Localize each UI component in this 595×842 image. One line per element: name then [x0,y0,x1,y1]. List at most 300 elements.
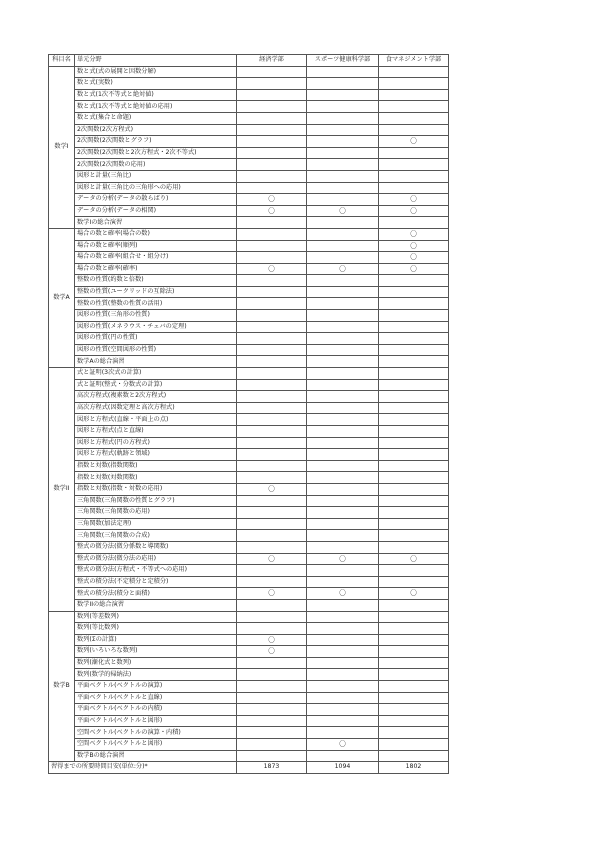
unit-name: 整式の積分法(不定積分と定積分) [75,576,237,588]
unit-name: 場合の数と確率(場合の数) [75,228,237,240]
table-row [49,495,449,507]
empty-cell-food-management [379,611,449,623]
required-mark-sports-health: 〇 [307,739,379,751]
unit-name: 図形と方程式(軌跡と領域) [75,449,237,461]
empty-cell-sports-health [307,194,379,206]
empty-cell-economics [237,449,307,461]
empty-cell-economics [237,298,307,310]
empty-cell-sports-health [307,310,379,322]
empty-cell-sports-health [307,472,379,484]
unit-name: 平面ベクトル(ベクトルの演算) [75,681,237,693]
unit-name: 空間ベクトル(ベクトルと図形) [75,739,237,751]
empty-cell-food-management [379,368,449,380]
unit-name: 図形と計量(三角比) [75,170,237,182]
unit-name: 図形と方程式(円の方程式) [75,437,237,449]
footer-row [49,762,449,774]
unit-name: 指数と対数(対数関数) [75,472,237,484]
empty-cell-economics [237,623,307,635]
unit-name: 式と証明(3次式の計算) [75,368,237,380]
empty-cell-sports-health [307,426,379,438]
unit-name: 三角関数(三角関数の性質とグラフ) [75,495,237,507]
required-mark-sports-health: 〇 [307,205,379,217]
empty-cell-sports-health [307,611,379,623]
table-row [49,310,449,322]
empty-cell-food-management [379,692,449,704]
required-mark-food-management: 〇 [379,136,449,148]
subject-name: 数学A [49,228,75,367]
empty-cell-sports-health [307,483,379,495]
empty-cell-sports-health [307,321,379,333]
unit-name: 数と式(式の展開と因数分解) [75,66,237,78]
empty-cell-sports-health [307,541,379,553]
table-row [49,437,449,449]
unit-name: データの分析(データの相関) [75,205,237,217]
empty-cell-sports-health [307,750,379,762]
required-mark-food-management: 〇 [379,263,449,275]
unit-name: 図形と方程式(直線・平面上の点) [75,414,237,426]
empty-cell-food-management [379,66,449,78]
empty-cell-food-management [379,715,449,727]
empty-cell-food-management [379,576,449,588]
table-row [49,298,449,310]
empty-cell-economics [237,692,307,704]
unit-name: 数と式(実数) [75,78,237,90]
empty-cell-food-management [379,449,449,461]
table-row [49,530,449,542]
empty-cell-economics [237,472,307,484]
table-row [49,333,449,345]
empty-cell-sports-health [307,437,379,449]
unit-name: 平面ベクトル(ベクトルの内積) [75,704,237,716]
empty-cell-economics [237,541,307,553]
unit-name: 三角関数(加法定理) [75,518,237,530]
empty-cell-food-management [379,78,449,90]
empty-cell-food-management [379,739,449,751]
table-row [49,681,449,693]
empty-cell-economics [237,101,307,113]
required-mark-food-management: 〇 [379,240,449,252]
empty-cell-food-management [379,333,449,345]
empty-cell-food-management [379,681,449,693]
required-mark-sports-health: 〇 [307,263,379,275]
required-mark-economics: 〇 [237,205,307,217]
unit-name: 数と式(1次不等式と絶対値) [75,89,237,101]
unit-name: 2次関数(2次関数と2次方程式・2次不等式) [75,147,237,159]
empty-cell-sports-health [307,495,379,507]
empty-cell-sports-health [307,414,379,426]
empty-cell-food-management [379,657,449,669]
required-mark-food-management: 〇 [379,205,449,217]
required-mark-food-management: 〇 [379,194,449,206]
unit-name: 整数の性質(整数の性質の活用) [75,298,237,310]
empty-cell-sports-health [307,692,379,704]
empty-cell-food-management [379,159,449,171]
table-row [49,472,449,484]
empty-cell-sports-health [307,669,379,681]
study-time-label: 習得までの所要時間目安(単位:分)* [49,762,237,774]
empty-cell-sports-health [307,576,379,588]
empty-cell-food-management [379,750,449,762]
table-row [49,263,449,275]
unit-name: 図形の性質(三角形の性質) [75,310,237,322]
subject-name: 数学II [49,368,75,611]
header-food-management: 食マネジメント学部 [379,55,449,67]
empty-cell-economics [237,344,307,356]
empty-cell-food-management [379,634,449,646]
required-mark-economics: 〇 [237,634,307,646]
empty-cell-food-management [379,623,449,635]
required-mark-economics: 〇 [237,553,307,565]
header-sports-health: スポーツ健康科学部 [307,55,379,67]
table-row [49,669,449,681]
table-row [49,715,449,727]
empty-cell-sports-health [307,634,379,646]
unit-name: 空間ベクトル(ベクトルの演算・内積) [75,727,237,739]
empty-cell-economics [237,170,307,182]
empty-cell-economics [237,426,307,438]
unit-name: 図形の性質(メネラウス・チェバの定理) [75,321,237,333]
unit-name: 数と式(集合と命題) [75,112,237,124]
required-mark-economics: 〇 [237,483,307,495]
empty-cell-food-management [379,541,449,553]
table-row [49,194,449,206]
empty-cell-economics [237,78,307,90]
empty-cell-economics [237,333,307,345]
required-mark-food-management: 〇 [379,553,449,565]
table-row [49,89,449,101]
empty-cell-sports-health [307,286,379,298]
empty-cell-economics [237,286,307,298]
empty-cell-economics [237,669,307,681]
empty-cell-food-management [379,507,449,519]
unit-name: 数列(数学的帰納法) [75,669,237,681]
empty-cell-economics [237,391,307,403]
unit-name: 式と証明(整式・分数式の計算) [75,379,237,391]
empty-cell-economics [237,321,307,333]
table-row [49,739,449,751]
unit-name: 三角関数(三角関数の応用) [75,507,237,519]
empty-cell-economics [237,495,307,507]
unit-name: 数学Iの総合演習 [75,217,237,229]
empty-cell-sports-health [307,344,379,356]
table-row [49,704,449,716]
empty-cell-economics [237,252,307,264]
empty-cell-food-management [379,182,449,194]
empty-cell-sports-health [307,298,379,310]
unit-name: 場合の数と確率(確率) [75,263,237,275]
table-row [49,727,449,739]
empty-cell-sports-health [307,391,379,403]
required-mark-economics: 〇 [237,263,307,275]
unit-name: 数学IIの総合演習 [75,599,237,611]
required-mark-economics: 〇 [237,194,307,206]
empty-cell-food-management [379,170,449,182]
empty-cell-economics [237,136,307,148]
table-row [49,136,449,148]
unit-name: データの分析(データの散らばり) [75,194,237,206]
table-row [49,321,449,333]
empty-cell-food-management [379,275,449,287]
empty-cell-food-management [379,495,449,507]
required-mark-food-management: 〇 [379,228,449,240]
unit-name: 図形の性質(空間図形の性質) [75,344,237,356]
empty-cell-sports-health [307,159,379,171]
unit-name: 整式の積分法(積分と面積) [75,588,237,600]
empty-cell-sports-health [307,507,379,519]
table-row [49,599,449,611]
table-row [49,623,449,635]
unit-name: 場合の数と確率(順列) [75,240,237,252]
empty-cell-sports-health [307,368,379,380]
empty-cell-economics [237,402,307,414]
empty-cell-sports-health [307,681,379,693]
unit-name: 整式の微分法(方程式・不等式への応用) [75,565,237,577]
empty-cell-food-management [379,286,449,298]
empty-cell-sports-health [307,623,379,635]
empty-cell-sports-health [307,460,379,472]
required-mark-sports-health: 〇 [307,553,379,565]
empty-cell-food-management [379,112,449,124]
subject-name: 数学B [49,611,75,762]
empty-cell-food-management [379,460,449,472]
required-mark-food-management: 〇 [379,588,449,600]
table-row [49,252,449,264]
empty-cell-sports-health [307,101,379,113]
table-row [49,611,449,623]
empty-cell-economics [237,599,307,611]
unit-name: 数列(等差数列) [75,611,237,623]
empty-cell-food-management [379,124,449,136]
empty-cell-economics [237,124,307,136]
empty-cell-sports-health [307,565,379,577]
header-economics: 経済学部 [237,55,307,67]
empty-cell-sports-health [307,715,379,727]
empty-cell-sports-health [307,170,379,182]
table-row [49,692,449,704]
table-row [49,588,449,600]
unit-name: 数学Bの総合演習 [75,750,237,762]
unit-name: 図形の性質(円の性質) [75,333,237,345]
empty-cell-sports-health [307,182,379,194]
empty-cell-economics [237,750,307,762]
empty-cell-economics [237,739,307,751]
required-mark-economics: 〇 [237,588,307,600]
table-row [49,147,449,159]
empty-cell-sports-health [307,704,379,716]
empty-cell-sports-health [307,78,379,90]
unit-name: 数学Aの総合演習 [75,356,237,368]
empty-cell-food-management [379,472,449,484]
empty-cell-economics [237,715,307,727]
empty-cell-economics [237,530,307,542]
empty-cell-economics [237,240,307,252]
table-row [49,576,449,588]
empty-cell-food-management [379,669,449,681]
table-row [49,634,449,646]
empty-cell-sports-health [307,402,379,414]
subject-name: 数学I [49,66,75,228]
empty-cell-economics [237,112,307,124]
table-row [49,78,449,90]
unit-name: 数列(いろいろな数列) [75,646,237,658]
table-row [49,553,449,565]
table-row [49,159,449,171]
empty-cell-food-management [379,379,449,391]
table-row [49,646,449,658]
unit-name: 図形と方程式(点と直線) [75,426,237,438]
empty-cell-economics [237,565,307,577]
empty-cell-economics [237,228,307,240]
empty-cell-economics [237,681,307,693]
empty-cell-food-management [379,646,449,658]
table-row [49,228,449,240]
required-mark-food-management: 〇 [379,252,449,264]
empty-cell-sports-health [307,379,379,391]
empty-cell-sports-health [307,333,379,345]
empty-cell-sports-health [307,217,379,229]
unit-name: 2次関数(2次方程式) [75,124,237,136]
empty-cell-sports-health [307,252,379,264]
empty-cell-food-management [379,101,449,113]
empty-cell-sports-health [307,240,379,252]
empty-cell-economics [237,182,307,194]
empty-cell-sports-health [307,112,379,124]
table-row [49,344,449,356]
empty-cell-food-management [379,599,449,611]
table-row [49,275,449,287]
study-time-economics: 1873 [237,762,307,774]
study-time-sports-health: 1094 [307,762,379,774]
unit-name: 整数の性質(約数と倍数) [75,275,237,287]
table-row [49,379,449,391]
empty-cell-sports-health [307,449,379,461]
required-mark-sports-health: 〇 [307,588,379,600]
empty-cell-food-management [379,356,449,368]
empty-cell-sports-health [307,136,379,148]
unit-name: 指数と対数(指数・対数の応用) [75,483,237,495]
empty-cell-sports-health [307,228,379,240]
unit-name: 高次方程式(因数定理と高次方程式) [75,402,237,414]
empty-cell-economics [237,217,307,229]
empty-cell-food-management [379,483,449,495]
empty-cell-sports-health [307,530,379,542]
table-row [49,124,449,136]
table-row [49,750,449,762]
empty-cell-sports-health [307,599,379,611]
unit-name: 整式の微分法(微分係数と導関数) [75,541,237,553]
empty-cell-economics [237,356,307,368]
table-row [49,101,449,113]
table-row [49,414,449,426]
unit-name: 2次関数(2次関数の応用) [75,159,237,171]
empty-cell-food-management [379,727,449,739]
unit-name: 整式の微分法(微分法の応用) [75,553,237,565]
table-row [49,112,449,124]
empty-cell-sports-health [307,89,379,101]
unit-name: 数と式(1次不等式と絶対値の応用) [75,101,237,113]
header-subject: 科目名 [49,55,75,67]
empty-cell-sports-health [307,646,379,658]
empty-cell-economics [237,727,307,739]
table-row [49,66,449,78]
empty-cell-food-management [379,530,449,542]
empty-cell-food-management [379,704,449,716]
empty-cell-economics [237,310,307,322]
empty-cell-food-management [379,437,449,449]
unit-name: 数列(漸化式と数列) [75,657,237,669]
empty-cell-food-management [379,402,449,414]
table-row [49,402,449,414]
table-row [49,483,449,495]
empty-cell-economics [237,576,307,588]
empty-cell-sports-health [307,147,379,159]
empty-cell-food-management [379,565,449,577]
table-row [49,449,449,461]
empty-cell-food-management [379,321,449,333]
empty-cell-sports-health [307,275,379,287]
empty-cell-economics [237,147,307,159]
table-row [49,240,449,252]
table-row [49,541,449,553]
table-row [49,170,449,182]
unit-name: 数列(Σの計算) [75,634,237,646]
table-row [49,426,449,438]
empty-cell-economics [237,704,307,716]
table-row [49,657,449,669]
unit-name: 三角関数(三角関数の合成) [75,530,237,542]
empty-cell-economics [237,460,307,472]
empty-cell-economics [237,379,307,391]
empty-cell-food-management [379,426,449,438]
empty-cell-economics [237,414,307,426]
unit-name: 整数の性質(ユークリッドの互除法) [75,286,237,298]
unit-name: 高次方程式(複素数と2次方程式) [75,391,237,403]
empty-cell-economics [237,368,307,380]
required-mark-economics: 〇 [237,646,307,658]
empty-cell-economics [237,159,307,171]
empty-cell-food-management [379,217,449,229]
empty-cell-sports-health [307,518,379,530]
empty-cell-economics [237,611,307,623]
empty-cell-sports-health [307,657,379,669]
table-row [49,391,449,403]
empty-cell-sports-health [307,66,379,78]
unit-name: 指数と対数(指数関数) [75,460,237,472]
empty-cell-food-management [379,298,449,310]
empty-cell-food-management [379,344,449,356]
table-row [49,507,449,519]
unit-name: 図形と計量(三角比の三角形への応用) [75,182,237,194]
unit-name: 数列(等比数列) [75,623,237,635]
empty-cell-sports-health [307,356,379,368]
table-body [49,66,449,762]
table-row [49,368,449,380]
table-row [49,565,449,577]
empty-cell-economics [237,275,307,287]
table-row [49,205,449,217]
empty-cell-food-management [379,89,449,101]
unit-name: 2次関数(2次関数とグラフ) [75,136,237,148]
header-unit: 単元分野 [75,55,237,67]
empty-cell-economics [237,437,307,449]
empty-cell-economics [237,507,307,519]
table-row [49,460,449,472]
empty-cell-food-management [379,310,449,322]
empty-cell-food-management [379,518,449,530]
table-row [49,217,449,229]
table-row [49,286,449,298]
table-row [49,182,449,194]
